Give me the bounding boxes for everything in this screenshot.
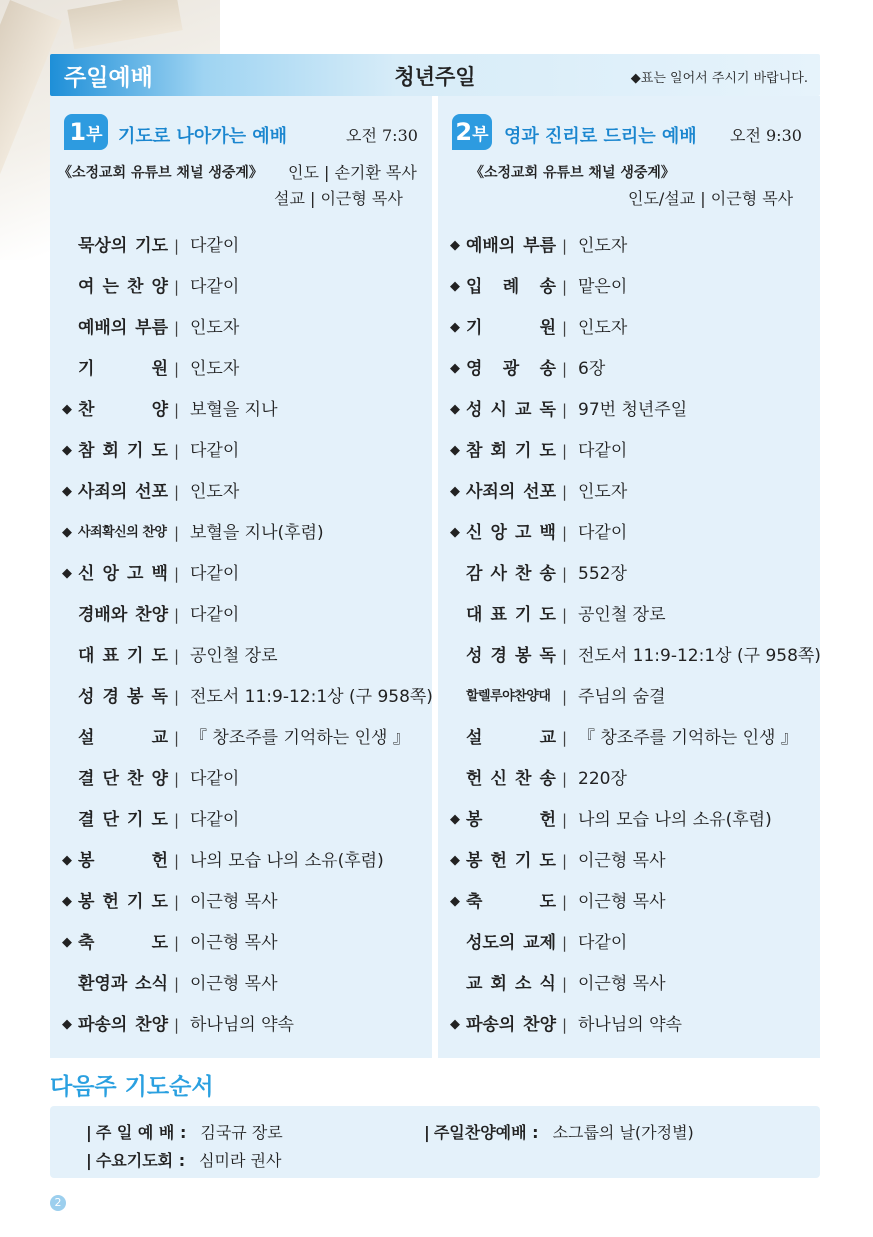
- separator: |: [174, 442, 180, 460]
- order-value: 이근형 목사: [578, 892, 666, 912]
- standing-mark: ◆: [62, 525, 72, 540]
- order-label: 결 단 기 도: [78, 810, 168, 830]
- order-label: 설 교: [78, 728, 168, 748]
- service-1-leader: 인도 | 손기환 목사: [288, 163, 417, 182]
- next-week-item: | 주 일 예 배 : 김국규 장로: [86, 1123, 283, 1142]
- order-label: 신 앙 고 백: [78, 564, 168, 584]
- separator: |: [174, 606, 180, 624]
- separator: |: [174, 524, 180, 542]
- standing-mark: ◆: [450, 525, 460, 540]
- order-label: 감 사 찬 송: [466, 564, 556, 584]
- separator: |: [562, 975, 568, 993]
- separator: |: [174, 893, 180, 911]
- order-value: 맡은이: [578, 277, 628, 297]
- order-value: 다같이: [190, 605, 240, 625]
- service-2-time: 오전 9:30: [730, 126, 802, 145]
- order-label: 영 광 송: [466, 359, 556, 379]
- separator: |: [562, 688, 568, 706]
- order-label: 묵상의 기도: [78, 236, 168, 256]
- order-value: 인도자: [190, 482, 240, 502]
- order-value: 다같이: [190, 236, 240, 256]
- order-label: 결 단 찬 양: [78, 769, 168, 789]
- separator: |: [562, 647, 568, 665]
- order-label: 봉 헌: [466, 810, 556, 830]
- separator: |: [174, 770, 180, 788]
- separator: |: [174, 319, 180, 337]
- standing-mark: ◆: [450, 279, 460, 294]
- standing-mark: ◆: [450, 238, 460, 253]
- standing-mark: ◆: [450, 484, 460, 499]
- service-2-leader: 인도/설교 | 이근형 목사: [628, 189, 794, 208]
- order-value: 인도자: [578, 318, 628, 338]
- order-label: 봉 헌: [78, 851, 168, 871]
- next-week-box: [50, 1106, 820, 1178]
- separator: |: [562, 729, 568, 747]
- order-value: 552장: [578, 564, 627, 584]
- separator: |: [562, 524, 568, 542]
- order-label: 할렐루야찬양대: [466, 689, 551, 704]
- separator: |: [562, 442, 568, 460]
- separator: |: [174, 811, 180, 829]
- separator: |: [562, 483, 568, 501]
- standing-mark: ◆: [450, 1017, 460, 1032]
- standing-mark: ◆: [62, 443, 72, 458]
- separator: |: [174, 688, 180, 706]
- header-standing-note: ◆표는 일어서 주시기 바랍니다.: [630, 71, 808, 86]
- separator: |: [174, 1016, 180, 1034]
- next-week-item: | 수요기도회 : 심미라 권사: [86, 1151, 282, 1170]
- order-label: 성도의 교제: [466, 933, 556, 953]
- order-value: 97번 청년주일: [578, 400, 688, 420]
- order-value: 인도자: [578, 236, 628, 256]
- order-label: 환영과 소식: [78, 974, 168, 994]
- separator: |: [562, 811, 568, 829]
- order-value: 공인철 장로: [578, 605, 666, 625]
- order-label: 헌 신 찬 송: [466, 769, 556, 789]
- order-label: 설 교: [466, 728, 556, 748]
- header-sunday-theme: 청년주일: [394, 65, 476, 89]
- service-1-preacher: 설교 | 이근형 목사: [274, 189, 403, 208]
- order-label: 신 앙 고 백: [466, 523, 556, 543]
- standing-mark: ◆: [450, 320, 460, 335]
- order-value: 전도서 11:9-12:1상 (구 958쪽): [578, 646, 821, 666]
- separator: |: [174, 934, 180, 952]
- standing-mark: ◆: [450, 402, 460, 417]
- order-label: 참 회 기 도: [78, 441, 168, 461]
- separator: |: [562, 852, 568, 870]
- service-1-youtube-note: 《소정교회 유튜브 채널 생중계》: [58, 165, 263, 181]
- separator: |: [174, 483, 180, 501]
- separator: |: [562, 606, 568, 624]
- order-label: 사죄의 선포: [466, 482, 556, 502]
- order-value: 전도서 11:9-12:1상 (구 958쪽): [190, 687, 433, 707]
- order-value: 다같이: [190, 810, 240, 830]
- separator: |: [174, 647, 180, 665]
- separator: |: [562, 893, 568, 911]
- order-label: 봉 헌 기 도: [78, 892, 168, 912]
- order-value: 공인철 장로: [190, 646, 278, 666]
- standing-mark: ◆: [62, 1017, 72, 1032]
- standing-mark: ◆: [62, 402, 72, 417]
- service-1-column: [50, 96, 432, 1058]
- separator: |: [174, 852, 180, 870]
- order-label: 사죄의 선포: [78, 482, 168, 502]
- order-label: 입 례 송: [466, 277, 556, 297]
- service-2-badge: 2부: [452, 114, 492, 150]
- standing-mark: ◆: [62, 894, 72, 909]
- order-value: 다같이: [578, 523, 628, 543]
- separator: |: [562, 237, 568, 255]
- order-value: 다같이: [190, 441, 240, 461]
- order-value: 하나님의 약속: [578, 1015, 682, 1035]
- separator: |: [174, 237, 180, 255]
- header-title: 주일예배: [64, 65, 153, 91]
- order-label: 교 회 소 식: [466, 974, 556, 994]
- standing-mark: ◆: [450, 812, 460, 827]
- order-value: 이근형 목사: [190, 892, 278, 912]
- order-value: 『 창조주를 기억하는 인생 』: [578, 728, 798, 748]
- standing-mark: ◆: [62, 935, 72, 950]
- order-value: 인도자: [190, 359, 240, 379]
- order-label: 성 시 교 독: [466, 400, 556, 420]
- separator: |: [562, 934, 568, 952]
- order-value: 다같이: [578, 933, 628, 953]
- service-2-column: [438, 96, 820, 1058]
- separator: |: [562, 360, 568, 378]
- service-1-time: 오전 7:30: [346, 126, 418, 145]
- standing-mark: ◆: [450, 853, 460, 868]
- separator: |: [562, 278, 568, 296]
- order-value: 나의 모습 나의 소유(후렴): [578, 810, 772, 830]
- order-value: 다같이: [190, 769, 240, 789]
- standing-mark: ◆: [450, 443, 460, 458]
- order-value: 인도자: [190, 318, 240, 338]
- order-label: 성 경 봉 독: [466, 646, 556, 666]
- separator: |: [174, 401, 180, 419]
- order-value: 이근형 목사: [190, 933, 278, 953]
- order-label: 예배의 부름: [466, 236, 556, 256]
- service-2-youtube-note: 《소정교회 유튜브 채널 생중계》: [470, 165, 675, 181]
- worship-header: [50, 54, 820, 96]
- separator: |: [562, 401, 568, 419]
- page-number: 2: [50, 1195, 66, 1211]
- order-label: 찬 양: [78, 400, 168, 420]
- order-value: 인도자: [578, 482, 628, 502]
- order-value: 하나님의 약속: [190, 1015, 294, 1035]
- order-value: 이근형 목사: [578, 851, 666, 871]
- order-label: 기 원: [466, 318, 556, 338]
- order-value: 220장: [578, 769, 627, 789]
- standing-mark: ◆: [62, 853, 72, 868]
- order-value: 보혈을 지나: [190, 400, 278, 420]
- standing-mark: ◆: [62, 566, 72, 581]
- separator: |: [174, 729, 180, 747]
- separator: |: [174, 565, 180, 583]
- order-value: 주님의 숨결: [578, 687, 666, 707]
- order-label: 경배와 찬양: [78, 605, 168, 625]
- order-value: 이근형 목사: [578, 974, 666, 994]
- order-value: 이근형 목사: [190, 974, 278, 994]
- service-1-badge: 1부: [64, 114, 108, 150]
- separator: |: [174, 278, 180, 296]
- order-value: 다같이: [578, 441, 628, 461]
- next-week-item: | 주일찬양예배 : 소그룹의 날(가정별): [424, 1123, 694, 1142]
- order-label: 기 원: [78, 359, 168, 379]
- order-value: 다같이: [190, 277, 240, 297]
- standing-mark: ◆: [62, 484, 72, 499]
- order-label: 파송의 찬양: [466, 1015, 556, 1035]
- standing-mark: ◆: [450, 361, 460, 376]
- separator: |: [562, 565, 568, 583]
- separator: |: [562, 1016, 568, 1034]
- order-label: 봉 헌 기 도: [466, 851, 556, 871]
- order-value: 6장: [578, 359, 606, 379]
- order-value: 보혈을 지나(후렴): [190, 523, 324, 543]
- order-label: 대 표 기 도: [466, 605, 556, 625]
- order-value: 나의 모습 나의 소유(후렴): [190, 851, 384, 871]
- order-label: 축 도: [466, 892, 556, 912]
- order-label: 축 도: [78, 933, 168, 953]
- order-label: 성 경 봉 독: [78, 687, 168, 707]
- order-value: 다같이: [190, 564, 240, 584]
- order-label: 여 는 찬 양: [78, 277, 168, 297]
- standing-mark: ◆: [450, 894, 460, 909]
- next-week-title: 다음주 기도순서: [50, 1074, 214, 1100]
- separator: |: [174, 360, 180, 378]
- order-label: 예배의 부름: [78, 318, 168, 338]
- order-label: 대 표 기 도: [78, 646, 168, 666]
- order-label: 사죄확신의 찬양: [78, 525, 167, 540]
- order-label: 참 회 기 도: [466, 441, 556, 461]
- order-value: 『 창조주를 기억하는 인생 』: [190, 728, 410, 748]
- service-2-title: 영과 진리로 드리는 예배: [504, 126, 697, 147]
- order-label: 파송의 찬양: [78, 1015, 168, 1035]
- separator: |: [562, 770, 568, 788]
- service-1-title: 기도로 나아가는 예배: [118, 126, 288, 147]
- separator: |: [562, 319, 568, 337]
- separator: |: [174, 975, 180, 993]
